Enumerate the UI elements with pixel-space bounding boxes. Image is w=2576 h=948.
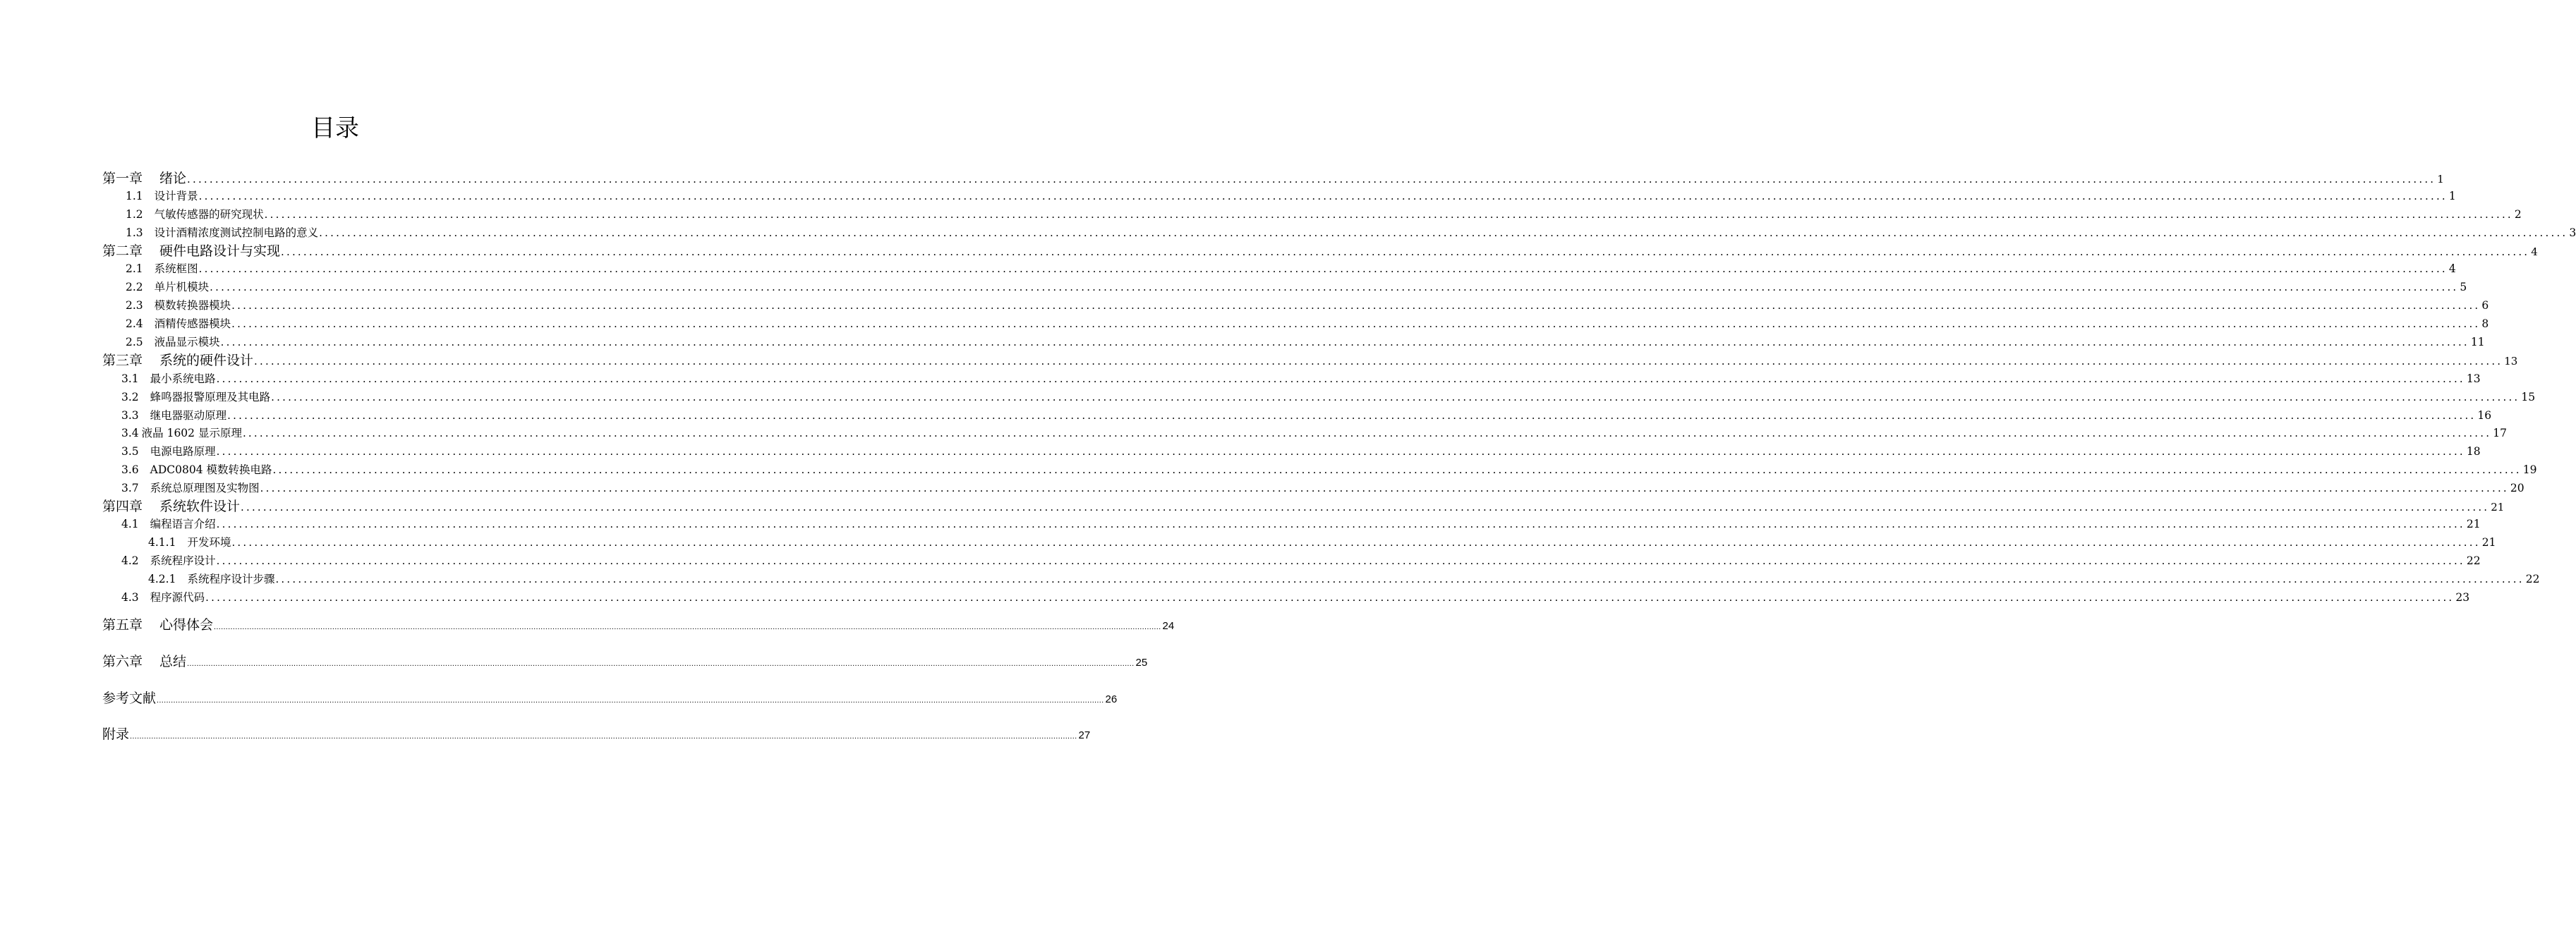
toc-page-number: 25 bbox=[1135, 657, 1148, 669]
toc-entry-label bbox=[126, 333, 220, 351]
toc-page-number: 2 bbox=[2514, 208, 2522, 221]
toc-entry-number: 3.4 bbox=[121, 427, 139, 439]
toc-entry[interactable] bbox=[148, 570, 2540, 588]
toc-entry-text: 继电器驱动原理 bbox=[150, 409, 227, 422]
toc-page-number: 22 bbox=[2466, 554, 2481, 567]
toc-entry-label bbox=[102, 351, 253, 370]
toc-entry-label bbox=[121, 479, 260, 497]
toc-title: 目录 bbox=[311, 114, 359, 142]
toc-page-number: 6 bbox=[2481, 299, 2489, 312]
toc-entry-number: 2.5 bbox=[126, 336, 143, 348]
toc-entry-text: 设计背景 bbox=[154, 190, 198, 202]
toc-page-number: 19 bbox=[2522, 463, 2537, 476]
dot-leader: ................................................................................................................................................................................................................................................................................................................................................................................................................ bbox=[216, 518, 2465, 530]
dot-leader: ................................................................................................................................................................................................................................................................................................................................................................................................................ bbox=[281, 245, 2530, 258]
toc-entry-number: 2.3 bbox=[126, 299, 143, 312]
dot-leader: ................................................................................................................................................................................................................................................................................................................................................................................................................ bbox=[241, 501, 2490, 514]
toc-page-number: 16 bbox=[2477, 409, 2492, 422]
toc-page-number: 27 bbox=[1078, 729, 1091, 741]
toc-page-number: 4 bbox=[2448, 262, 2456, 275]
toc-entry-label bbox=[121, 588, 205, 607]
toc-page-number: 3 bbox=[2569, 226, 2576, 239]
toc-entry-label bbox=[102, 242, 280, 260]
toc-page-number: 1 bbox=[2448, 190, 2456, 202]
toc-entry[interactable] bbox=[102, 351, 2518, 370]
toc-entry-number: 3.1 bbox=[121, 372, 139, 385]
dot-leader: ................................................................................................................................................................................................................................................................................................................................................................................................................ bbox=[227, 409, 2477, 422]
dot-leader: ................................................................................................................................................................................................................................................................................................................................................................................................................ bbox=[254, 355, 2503, 367]
toc-entry-text: 编程语言介绍 bbox=[150, 518, 216, 530]
toc-entry-text: 气敏传感器的研究现状 bbox=[154, 208, 264, 221]
dot-leader: ................................................................................................................................................................................................................................................................................................................................................................................................................ bbox=[187, 660, 1135, 668]
toc-entry-text: 最小系统电路 bbox=[150, 372, 216, 385]
toc-page-number: 21 bbox=[2466, 518, 2481, 530]
toc-page-number: 21 bbox=[2481, 536, 2496, 549]
toc-page-number: 26 bbox=[1105, 693, 1118, 705]
toc-entry-number: 4.2 bbox=[121, 554, 139, 567]
toc-entry-label bbox=[148, 570, 274, 588]
toc-entry-text: 单片机模块 bbox=[154, 281, 210, 293]
toc-entry[interactable] bbox=[121, 370, 2481, 388]
toc-entry-text: 系统程序设计步骤 bbox=[187, 573, 275, 585]
dot-leader: ................................................................................................................................................................................................................................................................................................................................................................................................................ bbox=[231, 536, 2481, 549]
toc-entry-text: 电源电路原理 bbox=[150, 445, 216, 458]
dot-leader: ................................................................................................................................................................................................................................................................................................................................................................................................................ bbox=[198, 190, 2448, 202]
toc-entry-text: 液晶 1602 显示原理 bbox=[141, 427, 242, 439]
toc-entry-label bbox=[121, 424, 242, 442]
dot-leader: ................................................................................................................................................................................................................................................................................................................................................................................................................ bbox=[319, 226, 2568, 239]
toc-entry[interactable] bbox=[126, 187, 2456, 205]
toc-entry-label bbox=[102, 497, 240, 516]
toc-entry-number: 3.2 bbox=[121, 391, 139, 403]
toc-entry[interactable] bbox=[126, 333, 2485, 351]
dot-leader: ................................................................................................................................................................................................................................................................................................................................................................................................................ bbox=[264, 208, 2513, 221]
toc-entry-text: 程序源代码 bbox=[150, 591, 205, 604]
toc-entry-text: 系统程序设计 bbox=[150, 554, 216, 567]
toc-entry-number: 3.6 bbox=[121, 463, 139, 476]
toc-entry-text: 设计酒精浓度测试控制电路的意义 bbox=[154, 226, 319, 239]
toc-page-number: 17 bbox=[2493, 427, 2507, 439]
toc-entry[interactable] bbox=[148, 533, 2496, 552]
toc-entry[interactable] bbox=[121, 515, 2481, 533]
toc-entry-number: 3.7 bbox=[121, 482, 139, 494]
toc-entry-label bbox=[121, 388, 270, 406]
toc-entry-label bbox=[126, 315, 231, 333]
toc-entry-label bbox=[126, 187, 198, 205]
toc-entry[interactable] bbox=[126, 224, 2576, 242]
dot-leader: ................................................................................................................................................................................................................................................................................................................................................................................................................ bbox=[157, 696, 1104, 705]
toc-entry[interactable] bbox=[121, 461, 2537, 479]
toc-entry-label bbox=[102, 725, 129, 743]
toc-entry[interactable] bbox=[121, 442, 2481, 461]
toc-page-number: 13 bbox=[2466, 372, 2481, 385]
dot-leader: ................................................................................................................................................................................................................................................................................................................................................................................................................ bbox=[242, 427, 2492, 439]
toc-entry[interactable] bbox=[121, 588, 2470, 607]
toc-entry[interactable] bbox=[102, 242, 2538, 260]
toc-page-number: 1 bbox=[2437, 173, 2444, 186]
toc-entry-label bbox=[126, 224, 318, 242]
dot-leader: ................................................................................................................................................................................................................................................................................................................................................................................................................ bbox=[271, 391, 2520, 403]
toc-entry-number: 3.5 bbox=[121, 445, 139, 458]
toc-entry-label bbox=[102, 169, 186, 188]
toc-entry-text: 绪论 bbox=[159, 171, 187, 186]
toc-entry-number: 3.3 bbox=[121, 409, 139, 422]
toc-page-number: 21 bbox=[2491, 501, 2505, 514]
toc-entry[interactable] bbox=[102, 169, 2444, 188]
toc-entry-text: 硬件电路设计与实现 bbox=[159, 243, 281, 259]
toc-entry-label bbox=[121, 406, 226, 425]
toc-page-number: 20 bbox=[2510, 482, 2524, 494]
dot-leader: ................................................................................................................................................................................................................................................................................................................................................................................................................ bbox=[214, 623, 1161, 631]
toc-entry[interactable] bbox=[102, 725, 1091, 743]
toc-page-number: 4 bbox=[2531, 245, 2538, 258]
toc-entry[interactable] bbox=[121, 406, 2492, 425]
toc-page-number: 8 bbox=[2481, 317, 2489, 330]
toc-entry[interactable] bbox=[121, 424, 2507, 442]
toc-entry-label bbox=[148, 533, 231, 552]
toc-page-number: 18 bbox=[2466, 445, 2481, 458]
dot-leader: ................................................................................................................................................................................................................................................................................................................................................................................................................ bbox=[231, 299, 2481, 312]
toc-entry-number: 第一章 bbox=[102, 171, 143, 186]
dot-leader: ................................................................................................................................................................................................................................................................................................................................................................................................................ bbox=[130, 732, 1077, 741]
toc-entry-label bbox=[121, 370, 216, 388]
toc-entry-text: 开发环境 bbox=[187, 536, 231, 549]
toc-entry[interactable] bbox=[126, 296, 2489, 315]
toc-entry[interactable] bbox=[121, 388, 2536, 406]
toc-page-number: 5 bbox=[2460, 281, 2467, 293]
toc-entry[interactable] bbox=[126, 278, 2467, 296]
dot-leader: ................................................................................................................................................................................................................................................................................................................................................................................................................ bbox=[220, 336, 2469, 348]
dot-leader: ................................................................................................................................................................................................................................................................................................................................................................................................................ bbox=[216, 445, 2465, 458]
dot-leader: ................................................................................................................................................................................................................................................................................................................................................................................................................ bbox=[198, 262, 2448, 275]
toc-page-number: 24 bbox=[1162, 620, 1175, 632]
toc-entry[interactable] bbox=[126, 260, 2456, 278]
toc-page-number: 11 bbox=[2470, 336, 2485, 348]
toc-entry-text: 液晶显示模块 bbox=[154, 336, 220, 348]
toc-entry-number: 4.1 bbox=[121, 518, 139, 530]
dot-leader: ................................................................................................................................................................................................................................................................................................................................................................................................................ bbox=[187, 173, 2436, 186]
toc-entry-text: 心得体会 bbox=[159, 617, 214, 633]
toc-entry-number: 2.1 bbox=[126, 262, 143, 275]
dot-leader: ................................................................................................................................................................................................................................................................................................................................................................................................................ bbox=[216, 554, 2465, 567]
toc-entry-label bbox=[121, 552, 216, 570]
toc-entry-number: 1.3 bbox=[126, 226, 143, 239]
toc-entry-text: ADC0804 模数转换电路 bbox=[150, 463, 272, 476]
toc-entry-number: 2.2 bbox=[126, 281, 143, 293]
toc-entry-text: 参考文献 bbox=[102, 691, 157, 706]
toc-page-number: 22 bbox=[2525, 573, 2540, 585]
toc-entry[interactable] bbox=[126, 315, 2489, 333]
toc-entry-label bbox=[121, 461, 272, 479]
toc-entry-label bbox=[126, 296, 231, 315]
dot-leader: ................................................................................................................................................................................................................................................................................................................................................................................................................ bbox=[210, 281, 2459, 293]
toc-page-number: 15 bbox=[2521, 391, 2536, 403]
toc-entry-number: 第三章 bbox=[102, 353, 143, 368]
toc-entry-label bbox=[126, 278, 209, 296]
toc-page-number: 13 bbox=[2504, 355, 2518, 367]
toc-entry-text: 系统总原理图及实物图 bbox=[150, 482, 260, 494]
toc-entry-text: 系统框图 bbox=[154, 262, 198, 275]
toc-page-number: 23 bbox=[2455, 591, 2470, 604]
toc-entry-number: 1.1 bbox=[126, 190, 143, 202]
toc-entry-number: 第五章 bbox=[102, 617, 143, 633]
toc-entry-number: 第四章 bbox=[102, 499, 143, 514]
toc-entry-label bbox=[102, 652, 186, 671]
toc-entry-label bbox=[126, 260, 198, 278]
dot-leader: ................................................................................................................................................................................................................................................................................................................................................................................................................ bbox=[275, 573, 2524, 585]
toc-entry[interactable] bbox=[126, 205, 2522, 224]
dot-leader: ................................................................................................................................................................................................................................................................................................................................................................................................................ bbox=[260, 482, 2509, 494]
toc-entry-text: 酒精传感器模块 bbox=[154, 317, 231, 330]
toc-entry-label bbox=[102, 689, 156, 707]
toc-entry-number: 2.4 bbox=[126, 317, 143, 330]
toc-entry-text: 模数转换器模块 bbox=[154, 299, 231, 312]
toc-entry-text: 附录 bbox=[102, 727, 130, 742]
toc-entry-label bbox=[121, 442, 216, 461]
toc-entry-label bbox=[121, 515, 216, 533]
toc-entry-text: 系统的硬件设计 bbox=[159, 353, 254, 368]
toc-entry-number: 4.1.1 bbox=[148, 536, 176, 549]
toc-entry-number: 4.3 bbox=[121, 591, 139, 604]
toc-entry[interactable] bbox=[102, 689, 1118, 707]
toc-entry-label bbox=[102, 616, 213, 634]
dot-leader: ................................................................................................................................................................................................................................................................................................................................................................................................................ bbox=[205, 591, 2455, 604]
dot-leader: ................................................................................................................................................................................................................................................................................................................................................................................................................ bbox=[231, 317, 2481, 330]
toc-entry-text: 蜂鸣器报警原理及其电路 bbox=[150, 391, 271, 403]
toc-entry[interactable] bbox=[102, 497, 2505, 516]
toc-entry[interactable] bbox=[102, 616, 1175, 634]
toc-entry[interactable] bbox=[121, 552, 2481, 570]
toc-entry-text: 总结 bbox=[159, 654, 187, 669]
toc-entry-text: 系统软件设计 bbox=[159, 499, 241, 514]
dot-leader: ................................................................................................................................................................................................................................................................................................................................................................................................................ bbox=[216, 372, 2465, 385]
toc-entry-number: 第六章 bbox=[102, 654, 143, 669]
toc-entry-number: 第二章 bbox=[102, 243, 143, 259]
toc-entry-number: 4.2.1 bbox=[148, 573, 176, 585]
toc-entry-label bbox=[126, 205, 264, 224]
toc-entry-number: 1.2 bbox=[126, 208, 143, 221]
toc-entry[interactable] bbox=[121, 479, 2524, 497]
dot-leader: ................................................................................................................................................................................................................................................................................................................................................................................................................ bbox=[272, 463, 2522, 476]
toc-entry[interactable] bbox=[102, 652, 1148, 671]
